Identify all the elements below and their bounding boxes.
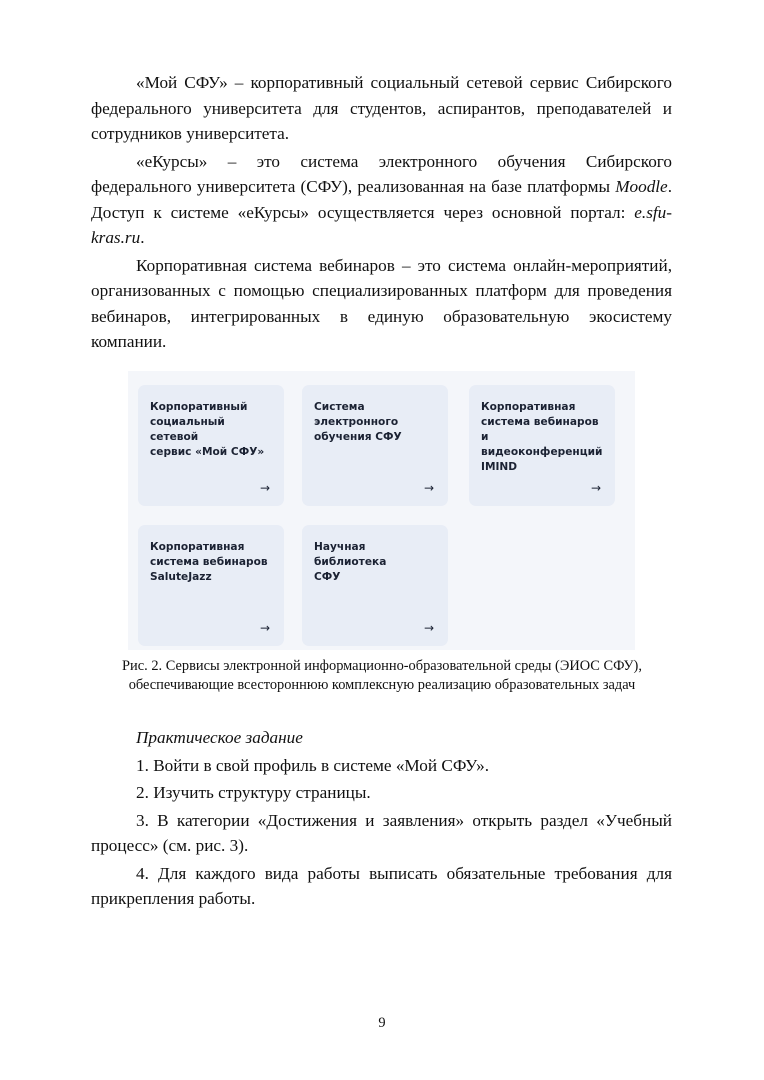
task-item: 3. В категории «Достижения и заявления» открыть раздел «Учебный процесс» (см. рис. 3). (91, 810, 672, 855)
task-heading: Практическое задание (136, 728, 303, 747)
service-card-label: Система электронного обучения СФУ (314, 401, 402, 443)
arrow-right-icon: → (259, 481, 270, 495)
service-card-label: Корпоративная система вебинаров и видеоконференций IMIND (481, 401, 603, 473)
service-card-label: Корпоративная система вебинаров SaluteJazz (150, 541, 268, 583)
task-item: 4. Для каждого вида работы выписать обязательные требования для прикрепления работы. (91, 863, 672, 908)
ekursy-text-b: . Доступ к системе «еКурсы» осуществляется через основной портал: (91, 177, 672, 222)
service-card-imind[interactable] (469, 385, 615, 506)
arrow-right-icon: → (590, 481, 601, 495)
arrow-right-icon: → (423, 621, 434, 635)
arrow-right-icon: → (259, 621, 270, 635)
services-figure (128, 371, 635, 650)
paragraph-webinars: Корпоративная система вебинаров – это система онлайн-мероприятий, организованных с помощью специализированных платформ для проведения вебинаров, интегрированных в единую образовательную экосистему компании. (91, 255, 672, 351)
service-card-library[interactable] (302, 525, 448, 646)
task-item: 1. Войти в свой профиль в системе «Мой СФУ». (136, 755, 490, 775)
service-card-my-sfu[interactable] (138, 385, 284, 506)
portal-url: e.sfu-kras.ru (91, 202, 672, 247)
arrow-right-icon: → (423, 481, 434, 495)
task-item: 2. Изучить структуру страницы. (136, 783, 371, 802)
practical-task (91, 725, 672, 912)
service-card-ekursy[interactable] (302, 385, 448, 506)
ekursy-text-c: . (140, 228, 145, 247)
caption-line: Рис. 2. Сервисы электронной информационно-образовательной среды (ЭИОС СФУ), (122, 658, 642, 674)
page-number: 9 (378, 1015, 386, 1031)
paragraph-ekursy (91, 149, 672, 251)
ekursy-text-a: «еКурсы» – это система электронного обучения Сибирского федерального университета (СФУ), реализованная на базе платформы (91, 151, 672, 196)
service-card-label: Корпоративный социальный сетевой сервис «Мой СФУ» (150, 401, 265, 458)
moodle-term: Moodle (615, 177, 668, 196)
service-card-salutejazz[interactable] (138, 525, 284, 646)
intro-text (91, 70, 672, 355)
paragraph-my-sfu: «Мой СФУ» – корпоративный социальный сетевой сервис Сибирского федерального университета для студентов, аспирантов, преподавателей и сотрудников университета. (91, 73, 672, 143)
figure-caption (80, 657, 684, 695)
caption-line: обеспечивающие всестороннюю комплексную реализацию образовательных задач (128, 677, 636, 693)
service-card-label: Научная библиотека СФУ (314, 541, 387, 583)
